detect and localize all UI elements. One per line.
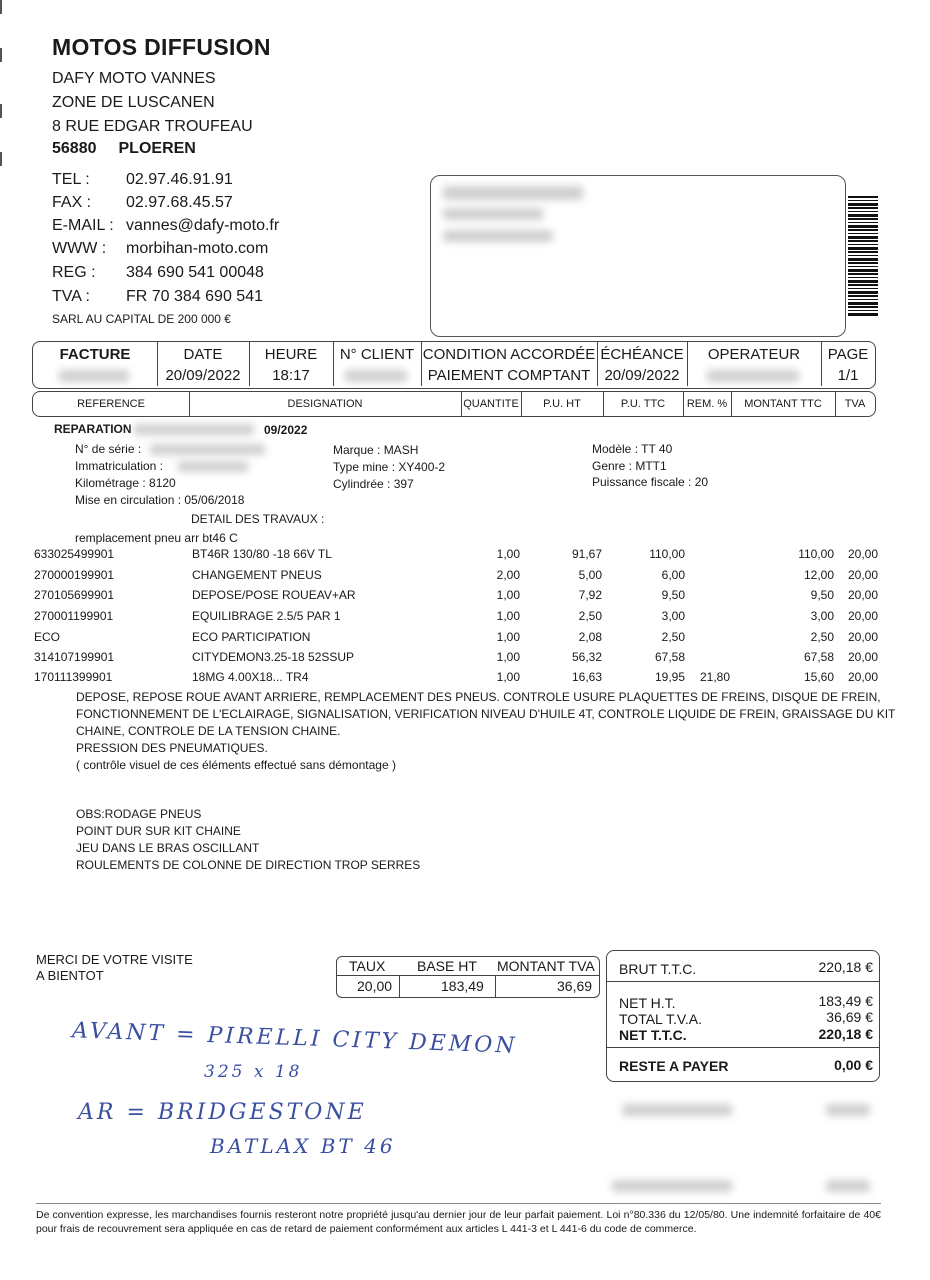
legal-footer: De convention expresse, les marchandises fournis resteront notre propriété jusqu'au dernier jour de leur parfait paiement. Loi n°80.336 du 12/05/80. Une indemnité forfaitaire de 40€ pour frais de recouvrement sera appliquée en cas de retard de paiement conformément aux articles L 441-3 et L 441-6 du code de commerce. bbox=[36, 1209, 881, 1235]
item-montant: 12,00 bbox=[803, 568, 834, 582]
item-ref: 314107199901 bbox=[34, 650, 115, 664]
redacted-client-number bbox=[345, 370, 407, 382]
item-ref: 270001199901 bbox=[34, 609, 114, 623]
contact-tel: TEL : 02.97.46.91.91 bbox=[52, 171, 233, 188]
item-qty: 2,00 bbox=[496, 568, 520, 582]
table-row bbox=[0, 609, 930, 627]
col-designation: DESIGNATION bbox=[189, 392, 462, 416]
redacted-line bbox=[826, 1104, 870, 1116]
item-tva: 20,00 bbox=[847, 670, 878, 684]
item-pu-ht: 5,00 bbox=[578, 568, 602, 582]
reste-label: RESTE A PAYER bbox=[619, 1058, 729, 1074]
redacted-immat bbox=[178, 461, 248, 472]
capital-line: SARL AU CAPITAL DE 200 000 € bbox=[52, 312, 231, 326]
col-montant: MONTANT TTC bbox=[731, 392, 836, 416]
item-tva: 20,00 bbox=[847, 588, 878, 602]
serial-label: N° de série : bbox=[75, 442, 142, 456]
redacted-recipient-line bbox=[443, 208, 543, 220]
item-tva: 20,00 bbox=[847, 609, 878, 623]
item-tva: 20,00 bbox=[847, 547, 878, 561]
handwritten-front-tyre: AVANT = PIRELLI CITY DEMON bbox=[71, 1018, 518, 1059]
mise-en-circulation: Mise en circulation : 05/06/2018 bbox=[75, 493, 245, 507]
cylindree: Cylindrée : 397 bbox=[333, 477, 414, 491]
brut-value: 220,18 € bbox=[818, 959, 873, 975]
item-ref: 633025499901 bbox=[34, 547, 115, 561]
item-montant: 15,60 bbox=[803, 670, 834, 684]
contact-fax: FAX : 02.97.68.45.57 bbox=[52, 194, 233, 211]
item-qty: 1,00 bbox=[496, 650, 520, 664]
city: PLOEREN bbox=[118, 140, 196, 157]
facture-cell: FACTURE bbox=[33, 342, 158, 386]
item-ref: 270000199901 bbox=[34, 568, 115, 582]
net-ttc-value: 220,18 € bbox=[818, 1026, 873, 1042]
obs-line-3: JEU DANS LE BRAS OSCILLANT bbox=[76, 841, 260, 855]
col-pu-ttc: P.U. TTC bbox=[603, 392, 684, 416]
col-rem: REM. % bbox=[683, 392, 732, 416]
item-designation: ECO PARTICIPATION bbox=[192, 630, 311, 644]
handwritten-rear-tyre: AR = BRIDGESTONE bbox=[78, 1100, 367, 1125]
totals-box bbox=[606, 950, 880, 1082]
item-qty: 1,00 bbox=[496, 588, 520, 602]
item-ref: 170111399901 bbox=[34, 670, 113, 684]
item-pu-ht: 7,92 bbox=[578, 588, 602, 602]
modele: Modèle : TT 40 bbox=[592, 442, 673, 456]
item-pu-ht: 91,67 bbox=[571, 547, 602, 561]
work-desc-line-5: ( contrôle visuel de ces éléments effectué sans démontage ) bbox=[76, 758, 396, 772]
item-qty: 1,00 bbox=[496, 609, 520, 623]
barcode bbox=[848, 196, 878, 316]
table-row bbox=[0, 650, 930, 668]
marque: Marque : MASH bbox=[333, 443, 419, 457]
item-pu-ttc: 19,95 bbox=[654, 670, 685, 684]
address-line-3: 8 RUE EDGAR TROUFEAU bbox=[52, 118, 253, 135]
client-cell: N° CLIENT bbox=[333, 342, 422, 386]
item-designation: 18MG 4.00X18... TR4 bbox=[192, 670, 309, 684]
company-name: MOTOS DIFFUSION bbox=[52, 34, 271, 60]
item-qty: 1,00 bbox=[496, 670, 520, 684]
handwritten-front-size: 325 x 18 bbox=[204, 1062, 303, 1082]
item-designation: DEPOSE/POSE ROUEAV+AR bbox=[192, 588, 356, 602]
postcode: 56880 bbox=[52, 140, 97, 157]
item-tva: 20,00 bbox=[847, 650, 878, 664]
redacted-invoice-number bbox=[59, 370, 129, 382]
contact-reg: REG : 384 690 541 00048 bbox=[52, 264, 264, 281]
item-rem: 21,80 bbox=[699, 670, 730, 684]
item-ref: ECO bbox=[34, 630, 61, 644]
echeance-cell: ÉCHÉANCE 20/09/2022 bbox=[597, 342, 688, 386]
contact-tva: TVA : FR 70 384 690 541 bbox=[52, 288, 263, 305]
vat-taux: 20,00 bbox=[357, 978, 393, 994]
item-montant: 67,58 bbox=[803, 650, 834, 664]
redacted-recipient-name bbox=[443, 186, 583, 200]
contact-email: E-MAIL : vannes@dafy-moto.fr bbox=[52, 217, 280, 234]
work-desc-line-3: CHAINE, CONTROLE DE LA TENSION CHAINE. bbox=[76, 724, 341, 738]
total-tva-label: TOTAL T.V.A. bbox=[619, 1011, 703, 1027]
puissance-fiscale: Puissance fiscale : 20 bbox=[592, 475, 709, 489]
type-mine: Type mine : XY400-2 bbox=[333, 460, 446, 474]
detail-line: remplacement pneu arr bt46 C bbox=[75, 531, 238, 545]
handwritten-rear-model: BATLAX BT 46 bbox=[210, 1134, 396, 1158]
item-tva: 20,00 bbox=[847, 630, 878, 644]
item-montant: 9,50 bbox=[810, 588, 834, 602]
redacted-serial bbox=[150, 444, 265, 455]
thanks-line-1: MERCI DE VOTRE VISITE bbox=[36, 952, 193, 967]
item-pu-ttc: 2,50 bbox=[661, 630, 685, 644]
table-row bbox=[0, 568, 930, 586]
genre: Genre : MTT1 bbox=[592, 459, 667, 473]
item-designation: BT46R 130/80 -18 66V TL bbox=[192, 547, 332, 561]
repair-title: REPARATION bbox=[54, 422, 132, 436]
table-row bbox=[0, 547, 930, 565]
kilometrage: Kilométrage : 8120 bbox=[75, 476, 176, 490]
work-desc-line-2: FONCTIONNEMENT DE L'ECLAIRAGE, SIGNALISATION, VERIFICATION NIVEAU D'HUILE 4T, CONTROLE LIQUIDE DE FREIN, GRAISSAGE DU KIT bbox=[76, 707, 896, 721]
col-quantite: QUANTITE bbox=[461, 392, 522, 416]
vat-header-taux: TAUX bbox=[349, 958, 386, 974]
brut-label: BRUT T.T.C. bbox=[619, 961, 697, 977]
redacted-repair-number bbox=[134, 424, 254, 435]
redacted-recipient-line bbox=[443, 230, 553, 242]
col-tva: TVA bbox=[844, 398, 866, 410]
date-cell: DATE 20/09/2022 bbox=[157, 342, 250, 386]
thanks-line-2: A BIENTOT bbox=[36, 968, 104, 983]
item-pu-ttc: 9,50 bbox=[661, 588, 685, 602]
total-tva-value: 36,69 € bbox=[826, 1009, 873, 1025]
vat-header-base: BASE HT bbox=[417, 958, 477, 974]
col-pu-ht: P.U. HT bbox=[521, 392, 604, 416]
redacted-line bbox=[622, 1104, 732, 1116]
footer-rule bbox=[36, 1203, 881, 1204]
item-designation: EQUILIBRAGE 2.5/5 PAR 1 bbox=[192, 609, 341, 623]
obs-line-4: ROULEMENTS DE COLONNE DE DIRECTION TROP SERRES bbox=[76, 858, 421, 872]
item-pu-ht: 56,32 bbox=[571, 650, 602, 664]
obs-line-2: POINT DUR SUR KIT CHAINE bbox=[76, 824, 241, 838]
redacted-line bbox=[826, 1180, 870, 1192]
obs-line-1: OBS:RODAGE PNEUS bbox=[76, 807, 202, 821]
item-pu-ht: 2,50 bbox=[578, 609, 602, 623]
address-line-1: DAFY MOTO VANNES bbox=[52, 70, 216, 87]
column-header bbox=[32, 391, 876, 417]
reste-value: 0,00 € bbox=[834, 1057, 873, 1073]
table-row bbox=[0, 670, 930, 688]
item-montant: 3,00 bbox=[810, 609, 834, 623]
table-row bbox=[0, 588, 930, 606]
item-pu-ttc: 3,00 bbox=[661, 609, 685, 623]
immat-label: Immatriculation : bbox=[75, 459, 164, 473]
condition-cell: CONDITION ACCORDÉE PAIEMENT COMPTANT bbox=[421, 342, 598, 386]
work-desc-line-1: DEPOSE, REPOSE ROUE AVANT ARRIERE, REMPLACEMENT DES PNEUS. CONTROLE USURE PLAQUETTES DE FREINS, DISQUE DE FREIN, bbox=[76, 690, 881, 704]
item-designation: CITYDEMON3.25-18 52SSUP bbox=[192, 650, 355, 664]
heure-cell: HEURE 18:17 bbox=[249, 342, 334, 386]
contact-www: WWW : morbihan-moto.com bbox=[52, 240, 269, 257]
city-line bbox=[52, 140, 218, 158]
redacted-operator bbox=[707, 370, 799, 382]
item-qty: 1,00 bbox=[496, 630, 520, 644]
detail-title: DETAIL DES TRAVAUX : bbox=[191, 512, 325, 526]
vat-header-montant: MONTANT TVA bbox=[497, 958, 595, 974]
invoice-header bbox=[32, 341, 876, 389]
item-tva: 20,00 bbox=[847, 568, 878, 582]
item-pu-ttc: 67,58 bbox=[654, 650, 685, 664]
item-pu-ttc: 6,00 bbox=[661, 568, 685, 582]
net-ht-label: NET H.T. bbox=[619, 995, 676, 1011]
vat-base: 183,49 bbox=[441, 978, 484, 994]
item-montant: 110,00 bbox=[798, 547, 834, 561]
item-ref: 270105699901 bbox=[34, 588, 115, 602]
net-ttc-label: NET T.T.C. bbox=[619, 1027, 687, 1043]
repair-title-suffix: 09/2022 bbox=[264, 423, 308, 437]
item-pu-ht: 16,63 bbox=[571, 670, 602, 684]
item-pu-ht: 2,08 bbox=[578, 630, 602, 644]
vat-table bbox=[336, 956, 600, 998]
vat-montant: 36,69 bbox=[557, 978, 593, 994]
recipient-address-box bbox=[430, 175, 846, 337]
item-pu-ttc: 110,00 bbox=[649, 547, 685, 561]
net-ht-value: 183,49 € bbox=[818, 993, 873, 1009]
table-row bbox=[0, 630, 930, 648]
item-montant: 2,50 bbox=[810, 630, 834, 644]
address-line-2: ZONE DE LUSCANEN bbox=[52, 94, 215, 111]
page-cell: PAGE 1/1 bbox=[827, 346, 869, 384]
operateur-cell: OPERATEUR bbox=[687, 342, 822, 386]
redacted-line bbox=[612, 1180, 732, 1192]
col-reference: REFERENCE bbox=[33, 392, 190, 416]
work-desc-line-4: PRESSION DES PNEUMATIQUES. bbox=[76, 741, 268, 755]
item-qty: 1,00 bbox=[496, 547, 520, 561]
item-designation: CHANGEMENT PNEUS bbox=[192, 568, 322, 582]
